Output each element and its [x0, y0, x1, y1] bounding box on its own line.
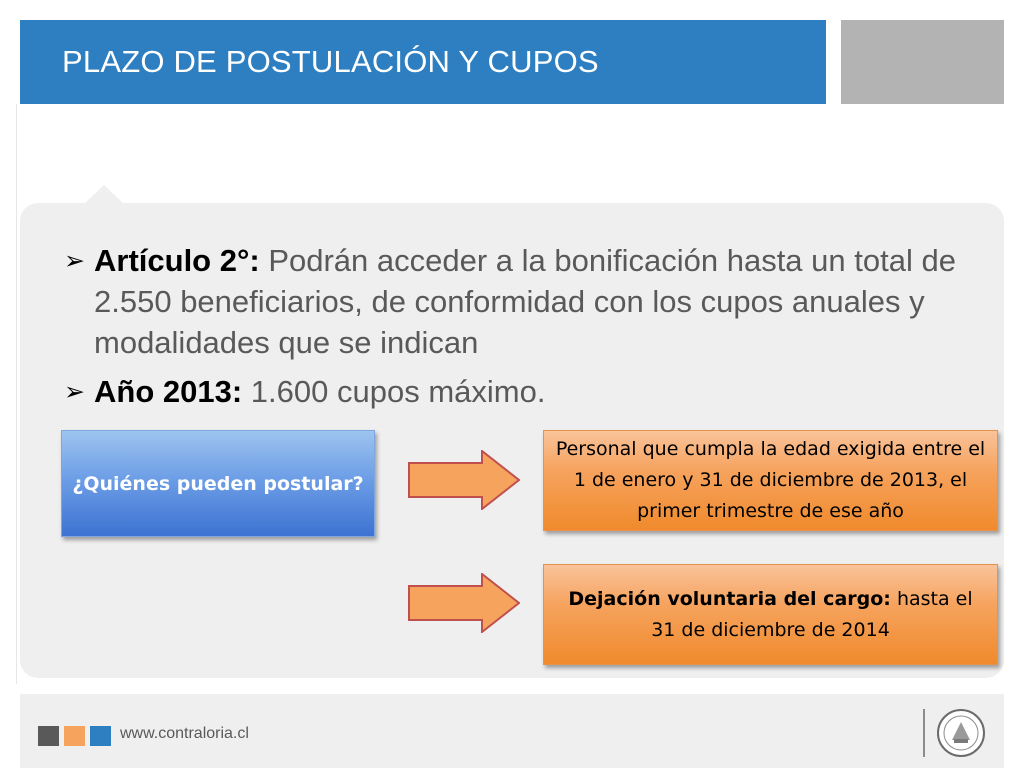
- criterion-text: Personal que cumpla la edad exigida entre el 1 de enero y 31 de diciembre de 2013, el primer trimestre de ese año: [555, 438, 986, 522]
- left-rule: [16, 104, 17, 684]
- footer-divider: [923, 709, 925, 757]
- criterion-label: Dejación voluntaria del cargo:: [568, 587, 891, 610]
- arrowhead-bullet-icon: ➢: [64, 377, 85, 406]
- contraloria-seal-icon: [936, 708, 986, 758]
- bullet-label: Año 2013:: [94, 374, 243, 409]
- criterion-box-dejacion: [543, 564, 998, 665]
- question-box: [61, 430, 375, 537]
- criterion-body: hasta el 31 de diciembre de 2014: [651, 587, 973, 641]
- bullet-list: [64, 240, 994, 412]
- footer-square-orange: [64, 726, 85, 746]
- bullet-text: [94, 371, 994, 412]
- bullet-body: Podrán acceder a la bonificación hasta un total de 2.550 beneficiarios, de conformidad con los cupos anuales y modalidades que se indican: [94, 243, 956, 360]
- footer-url-link[interactable]: www.contraloria.cl: [120, 725, 249, 742]
- page-title: PLAZO DE POSTULACIÓN Y CUPOS: [62, 44, 599, 79]
- arrowhead-bullet-icon: ➢: [64, 246, 85, 275]
- panel-notch: [84, 185, 124, 204]
- footer-square-blue: [90, 726, 111, 746]
- bullet-item-ano: [64, 371, 994, 412]
- criterion-text: [554, 584, 987, 646]
- header-gray-block: [841, 20, 1004, 104]
- bullet-label: Artículo 2°:: [94, 243, 260, 278]
- footer-square-dark: [38, 726, 59, 746]
- title-bar: [20, 20, 826, 104]
- criterion-box-age: [543, 430, 998, 531]
- right-arrow-icon: [408, 450, 520, 510]
- bullet-body: 1.600 cupos máximo.: [250, 374, 546, 409]
- bullet-item-articulo: [64, 240, 994, 363]
- right-arrow-icon: [408, 573, 520, 633]
- question-text: ¿Quiénes pueden postular?: [72, 472, 364, 495]
- bullet-text: [94, 240, 994, 363]
